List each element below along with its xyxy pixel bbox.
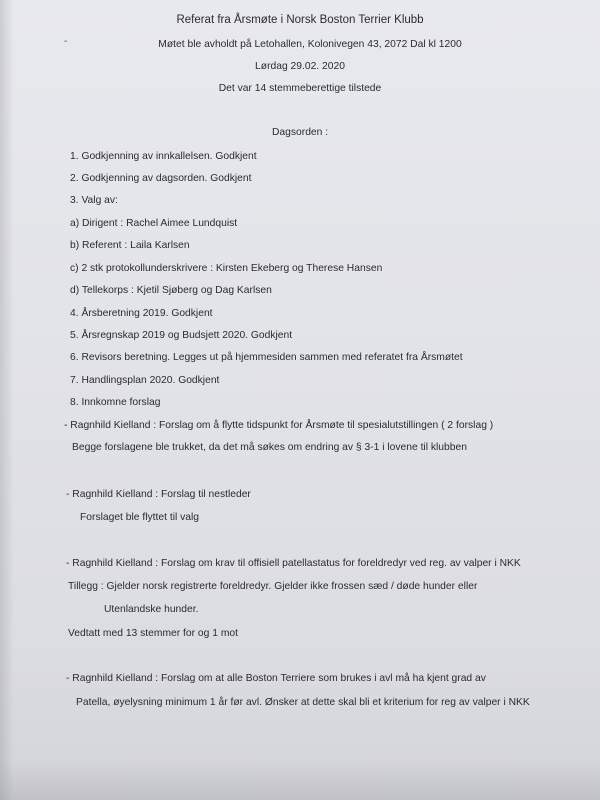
meeting-location: Møtet ble avholdt på Letohallen, Kolonivegen 43, 2072 Dal kl 1200 <box>158 39 462 50</box>
agenda-item: d) Tellekorps : Kjetil Sjøberg og Dag Karlsen <box>70 285 272 296</box>
proposal-line: Utenlandske hunder. <box>104 604 199 615</box>
page-shadow-left <box>0 0 14 800</box>
proposal-line: Vedtatt med 13 stemmer for og 1 mot <box>68 628 238 639</box>
agenda-item: 7. Handlingsplan 2020. Godkjent <box>70 375 220 386</box>
agenda-item: c) 2 stk protokollunderskrivere : Kirsten Ekeberg og Therese Hansen <box>70 263 383 274</box>
agenda-item: 5. Årsregnskap 2019 og Budsjett 2020. Godkjent <box>70 330 293 341</box>
agenda-item: a) Dirigent : Rachel Aimee Lundquist <box>70 218 238 229</box>
agenda-item: 2. Godkjenning av dagsorden. Godkjent <box>70 173 252 184</box>
stray-pen-mark: - <box>64 36 68 47</box>
proposal-line: - Ragnhild Kielland : Forslag til nestleder <box>66 489 251 500</box>
proposal-line: Patella, øyelysning minimum 1 år før avl. Ønsker at dette skal bli et kriterium for reg av valper i NKK <box>76 697 530 708</box>
proposal-line: Tillegg : Gjelder norsk registrerte foreldredyr. Gjelder ikke frossen sæd / døde hunder eller <box>68 581 478 592</box>
agenda-item: 4. Årsberetning 2019. Godkjent <box>70 308 213 319</box>
agenda-item: 6. Revisors beretning. Legges ut på hjemmesiden sammen med referatet fra Årsmøtet <box>70 352 463 363</box>
attendance-note: Det var 14 stemmeberettige tilstede <box>218 83 382 94</box>
proposal-line: - Ragnhild Kielland : Forslag om krav til offisiell patellastatus for foreldredyr ved reg. av valper i NKK <box>66 558 521 569</box>
proposal-line: Begge forslagene ble trukket, da det må søkes om endring av § 3-1 i lovene til klubben <box>72 442 467 453</box>
agenda-item: 3. Valg av: <box>70 195 118 206</box>
agenda-item: 8. Innkomne forslag <box>70 397 161 408</box>
agenda-item: 1. Godkjenning av innkallelsen. Godkjent <box>70 151 257 162</box>
document-title: Referat fra Årsmøte i Norsk Boston Terrier Klubb <box>176 14 424 26</box>
proposal-line: Forslaget ble flyttet til valg <box>80 512 200 523</box>
agenda-item: b) Referent : Laila Karlsen <box>70 240 190 251</box>
meeting-date: Lørdag 29.02. 2020 <box>255 61 345 72</box>
agenda-heading: Dagsorden : <box>272 127 329 138</box>
page-shadow-bottom <box>0 760 600 800</box>
proposal-line: - Ragnhild Kielland : Forslag om å flytte tidspunkt for Årsmøte til spesialutstillingen ( 2 forslag ) <box>64 420 494 431</box>
proposal-line: - Ragnhild Kielland : Forslag om at alle Boston Terriere som brukes i avl må ha kjent grad av <box>66 673 486 684</box>
